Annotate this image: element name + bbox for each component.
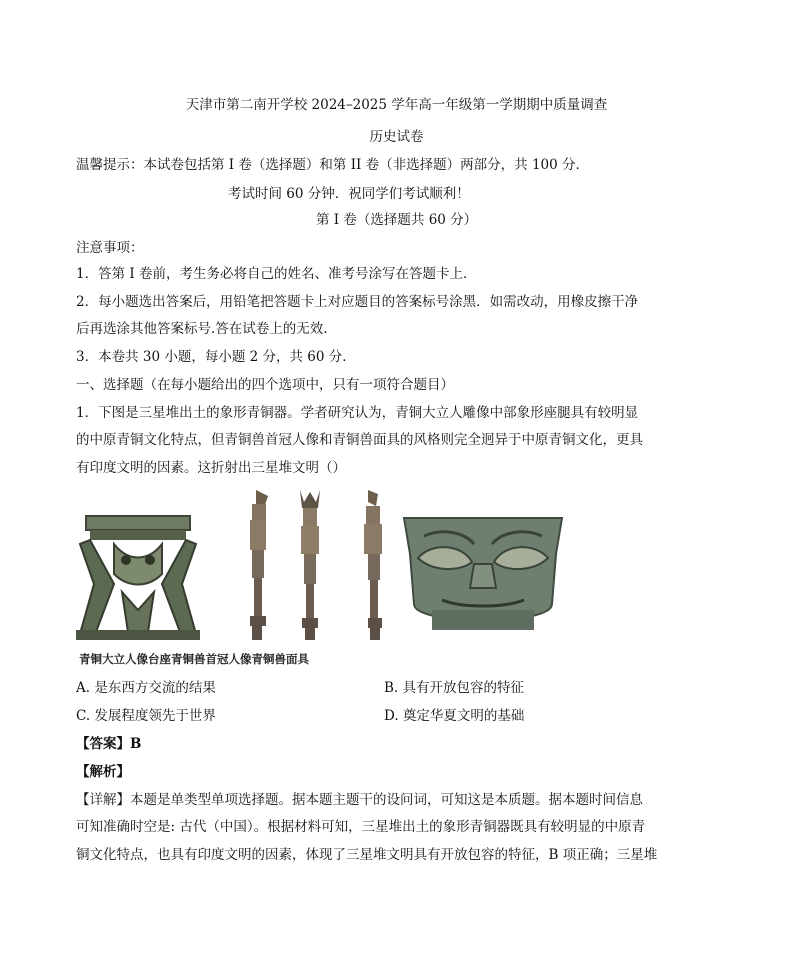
instruction-item-2b: 后再选涂其他答案标号.答在试卷上的无效. — [76, 321, 328, 337]
instruction-item-2a: 2．每小题选出答案后，用铅笔把答题卡上对应题目的答案标号涂黑．如需改动，用橡皮擦干净 — [76, 294, 639, 310]
notice-line-1: 温馨提示：本试卷包括第 I 卷（选择题）和第 II 卷（非选择题）两部分，共 100 分． — [76, 157, 590, 173]
section-heading: 一、选择题（在每小题给出的四个选项中，只有一项符合题目） — [76, 377, 454, 393]
bronze-beast-mask-image — [402, 514, 564, 638]
answer-label: 【答案】B — [76, 736, 142, 752]
notice-line-2: 考试时间 60 分钟．祝同学们考试顺利！ — [228, 186, 470, 202]
detail-line-3: 铜文化特点，也具有印度文明的因素，体现了三星堆文明具有开放包容的特征，B 项正确；三星堆 — [76, 847, 658, 863]
detail-line-1: 【详解】本题是单类型单项选择题。据本题主题干的设问词，可知这是本质题。据本题时间信息 — [76, 792, 643, 808]
option-d: D. 奠定华夏文明的基础 — [384, 708, 525, 724]
exam-subject: 历史试卷 — [369, 129, 424, 145]
analysis-label: 【解析】 — [76, 764, 130, 780]
beast-crown-figure-front-image — [238, 488, 278, 640]
beast-crown-figure-side-image — [290, 488, 330, 640]
instructions-title: 注意事项： — [76, 240, 144, 256]
exam-title: 天津市第二南开学校 2024–2025 学年高一年级第一学期期中质量调查 — [185, 97, 608, 113]
option-c: C. 发展程度领先于世界 — [76, 708, 216, 724]
option-a: A. 是东西方交流的结果 — [76, 680, 216, 696]
instruction-item-3: 3．本卷共 30 小题，每小题 2 分，共 60 分． — [76, 349, 356, 365]
figure-caption: 青铜大立人像台座青铜兽首冠人像青铜兽面具 — [79, 652, 309, 666]
question-stem-3: 有印度文明的因素。这折射出三星堆文明（） — [76, 460, 346, 476]
bronze-pedestal-image — [76, 514, 200, 640]
beast-crown-figure-back-image — [354, 488, 394, 640]
detail-line-2: 可知准确时空是: 古代（中国）。根据材料可知，三星堆出土的象形青铜器既具有较明显的中原青 — [76, 819, 646, 835]
question-stem-1: 1．下图是三星堆出土的象形青铜器。学者研究认为，青铜大立人雕像中部象形座腿具有较明显 — [76, 405, 639, 421]
question-stem-2: 的中原青铜文化特点，但青铜兽首冠人像和青铜兽面具的风格则完全迥异于中原青铜文化，更具 — [76, 432, 643, 448]
option-b: B. 具有开放包容的特征 — [384, 680, 525, 696]
part1-heading: 第 I 卷（选择题共 60 分） — [316, 212, 478, 228]
instruction-item-1: 1．答第 I 卷前，考生务必将自己的姓名、准考号涂写在答题卡上． — [76, 266, 477, 282]
